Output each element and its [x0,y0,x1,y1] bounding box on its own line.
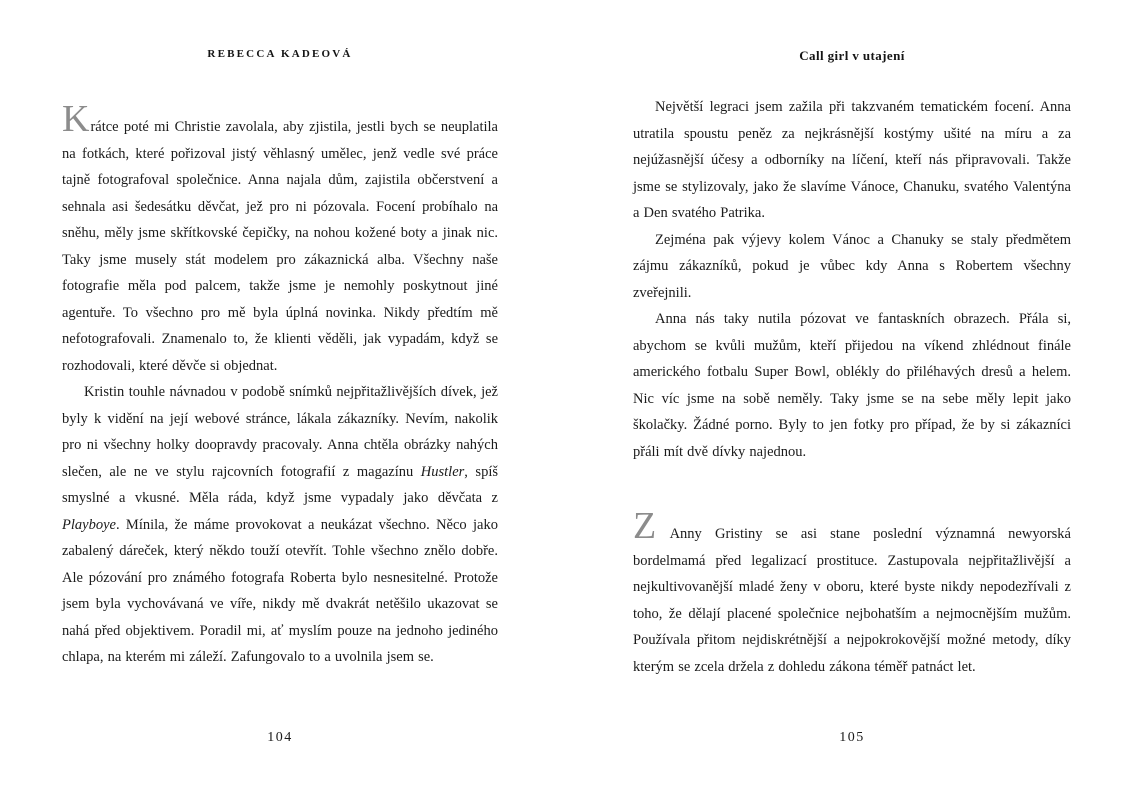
right-page [633,0,1071,800]
left-page [62,0,498,800]
paragraph: Zejména pak výjevy kolem Vánoc a Chanuky se staly předmětem zájmu zákazníků, pokud je vůbec kdy Anna s Robertem všechny zveřejnili. [633,231,1071,301]
paragraph: Z Anny Gristiny se asi stane poslední významná newyorská bordelmamá před legalizací prostituce. Zastupovala nejpřitažlivější a nejkultivovanější mladé ženy v oboru, které byste nikdy nepodezřívali z toho, že dělají placené společnice nejbohatším a nejmocnějším mužům. Používala přitom nejdiskrétnější a nejpokrokovější možné metody, díky kterým se zcela držela z dohledu zákona téměř patnáct let. [633,505,1071,675]
right-page-body [633,94,1071,680]
left-page-body [62,98,498,671]
page-number-right: 105 [839,730,865,745]
running-header-author: REBECCA KADEOVÁ [207,48,353,60]
drop-cap: K [62,98,90,140]
italic-text: Playboye [62,516,116,533]
page-number-left: 104 [267,730,293,745]
paragraph: Kristin touhle návnadou v podobě snímků nejpřitažlivějších dívek, jež byly k vidění na její webové stránce, lákala zákazníky. Nevím, nakolik pro ni všechny holky doopravdy pracovaly. Anna chtěla obrázky nahých slečen, ale ne ve stylu rajcovních fotografií z magazínu Hustler, spíš smyslné a vkusné. Měla ráda, když jsme vypadaly jako děvčata z Playboye. Mínila, že máme provokovat a neukázat všechno. Něco jako zabalený dáreček, který někdo touží otevřít. Tohle všechno znělo dobře. Ale pózování pro známého fotografa Roberta bylo nesnesitelné. Protože jsem byla vychovávaná ve víře, nikdy mě dvakrát netěšilo ukazovat se nahá před objektivem. Poradil mi, ať myslím pouze na jednoho jediného chlapa, na kterém mi záleží. Zafungovalo to a uvolnila jsem se. [62,384,498,665]
running-header-title: Call girl v utajení [799,48,905,63]
paragraph: Krátce poté mi Christie zavolala, aby zjistila, jestli bych se neuplatila na fotkách, které pořizoval jistý věhlasný umělec, jenž vedle své práce tajně fotografoval společnice. Anna najala dům, zajistila občerstvení a sehnala asi šedesátku děvčat, jež pro ni pózovala. Focení probíhalo na sněhu, měly jsme skřítkovské čepičky, na nohou kožené boty a jinak nic. Taky jsme musely stát modelem pro zákaznická alba. Všechny naše fotografie měla pod palcem, takže jsme je nemohly poskytnout jiné agentuře. To všechno pro mě byla úplná novinka. Nikdy předtím mě nefotografovali. Znamenalo to, že klienti věděli, jak vypadám, když se rozhodovali, které děvče si objednat. [62,98,498,374]
paragraph: Největší legraci jsem zažila při takzvaném tematickém focení. Anna utratila spoustu peněz za nejkrásnější kostýmy ušité na míru a za nejúžasnější účesy a odborníky na líčení, kteří nás připravovali. Takže jsme se stylizovaly, jako že slavíme Vánoce, Chanuku, svatého Valentýna a Den svatého Patrika. [633,99,1071,221]
italic-text: Hustler [420,463,465,480]
paragraph: Anna nás taky nutila pózovat ve fantaskních obrazech. Přála si, abychom se kvůli mužům, kteří přijedou na víkend zhlédnout finále amerického fotbalu Super Bowl, oblékly do přiléhavých dresů a helem. Nic víc jsme na sobě neměly. Taky jsme se na sebe měly lepit jako školačky. Žádné porno. Byly to jen fotky pro případ, že by si zákazníci přáli mít dvě dívky najednou. [633,311,1071,460]
drop-cap: Z [633,505,657,547]
